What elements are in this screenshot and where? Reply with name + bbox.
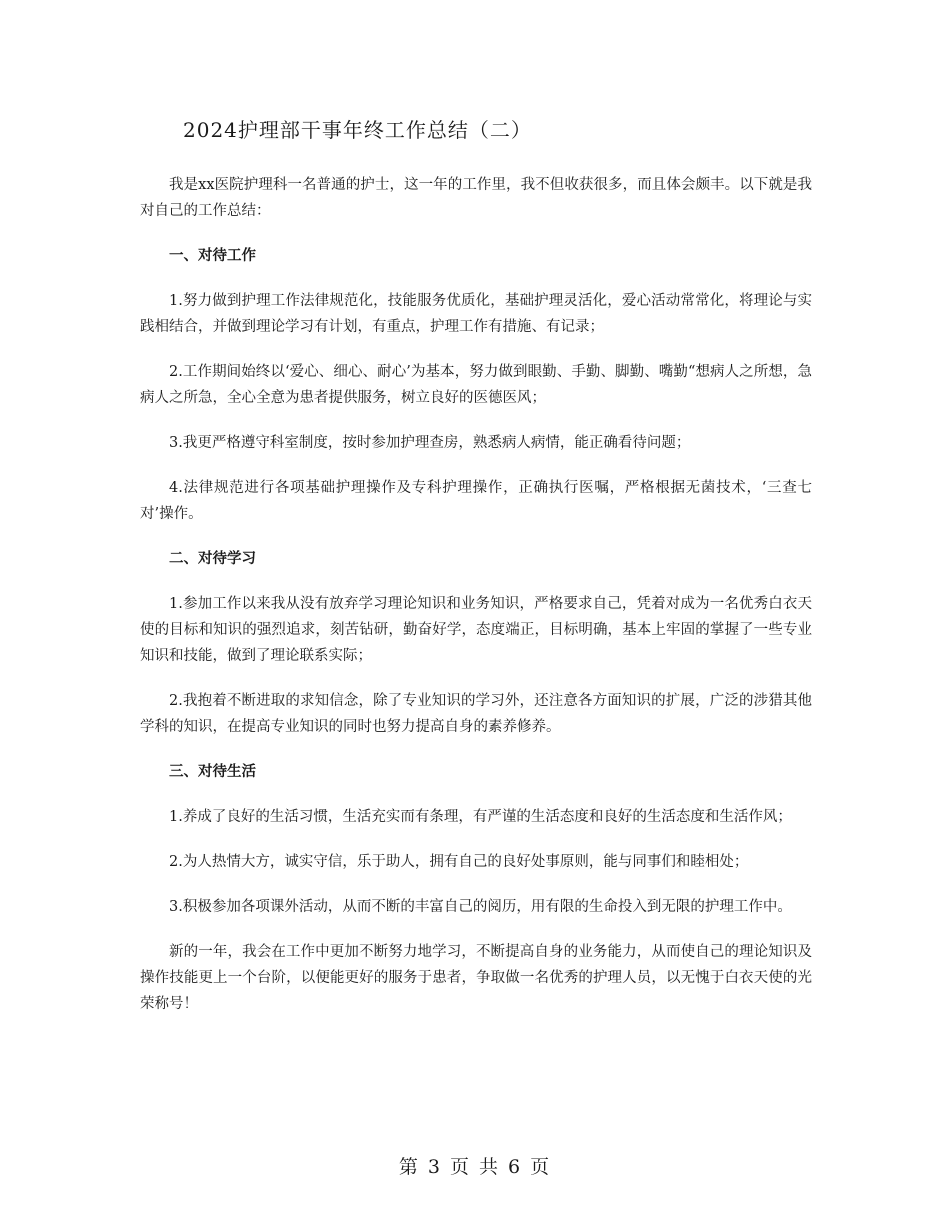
section-heading-study: 二、对待学习 — [169, 550, 256, 567]
life-item-1: 1.养成了良好的生活习惯，生活充实而有条理，有严谨的生活态度和良好的生活态度和生活作风； — [169, 809, 792, 825]
study-item-1: 1.参加工作以来我从没有放弃学习理论知识和业务知识，严格要求自己，凭着对成为一名优秀白衣天使的目标和知识的强烈追求，刻苦钻研，勤奋好学，态度端正，目标明确，基本上牢固的掌握了一些专业知识和技能，做到了理论联系实际； — [140, 596, 812, 664]
section-heading-life: 三、对待生活 — [169, 763, 256, 780]
work-item-3: 3.我更严格遵守科室制度，按时参加护理查房，熟悉病人病情，能正确看待问题； — [169, 435, 691, 451]
document-body — [140, 172, 812, 1036]
section-heading-work: 一、对待工作 — [169, 247, 256, 264]
work-item-2: 2.工作期间始终以‘爱心、细心、耐心’为基本，努力做到眼勤、手勤、脚勤、嘴勤“想病人之所想，急病人之所急，全心全意为患者提供服务，树立良好的医德医风； — [140, 364, 812, 406]
work-item-4: 4.法律规范进行各项基础护理操作及专科护理操作，正确执行医嘱，严格根据无菌技术，‘三查七对’操作。 — [140, 480, 812, 522]
conclusion-paragraph: 新的一年，我会在工作中更加不断努力地学习，不断提高自身的业务能力，从而使自己的理论知识及操作技能更上一个台阶，以便能更好的服务于患者，争取做一名优秀的护理人员，以无愧于白衣天使的光荣称号！ — [140, 944, 812, 1012]
page-number-footer: 第 3 页 共 6 页 — [398, 1156, 552, 1178]
life-item-3: 3.积极参加各项课外活动，从而不断的丰富自己的阅历，用有限的生命投入到无限的护理工作中。 — [169, 899, 792, 915]
work-item-1: 1.努力做到护理工作法律规范化，技能服务优质化，基础护理灵活化，爱心活动常常化，将理论与实践相结合，并做到理论学习有计划，有重点，护理工作有措施、有记录； — [140, 293, 812, 335]
study-item-2: 2.我抱着不断进取的求知信念，除了专业知识的学习外，还注意各方面知识的扩展，广泛的涉猎其他学科的知识，在提高专业知识的同时也努力提高自身的素养修养。 — [140, 693, 812, 735]
document-title: 2024护理部干事年终工作总结（二） — [183, 118, 532, 142]
intro-paragraph: 我是xx医院护理科一名普通的护士，这一年的工作里，我不但收获很多，而且体会颇丰。以下就是我对自己的工作总结： — [140, 177, 812, 219]
life-item-2: 2.为人热情大方，诚实守信，乐于助人，拥有自己的良好处事原则，能与同事们和睦相处； — [169, 854, 749, 870]
